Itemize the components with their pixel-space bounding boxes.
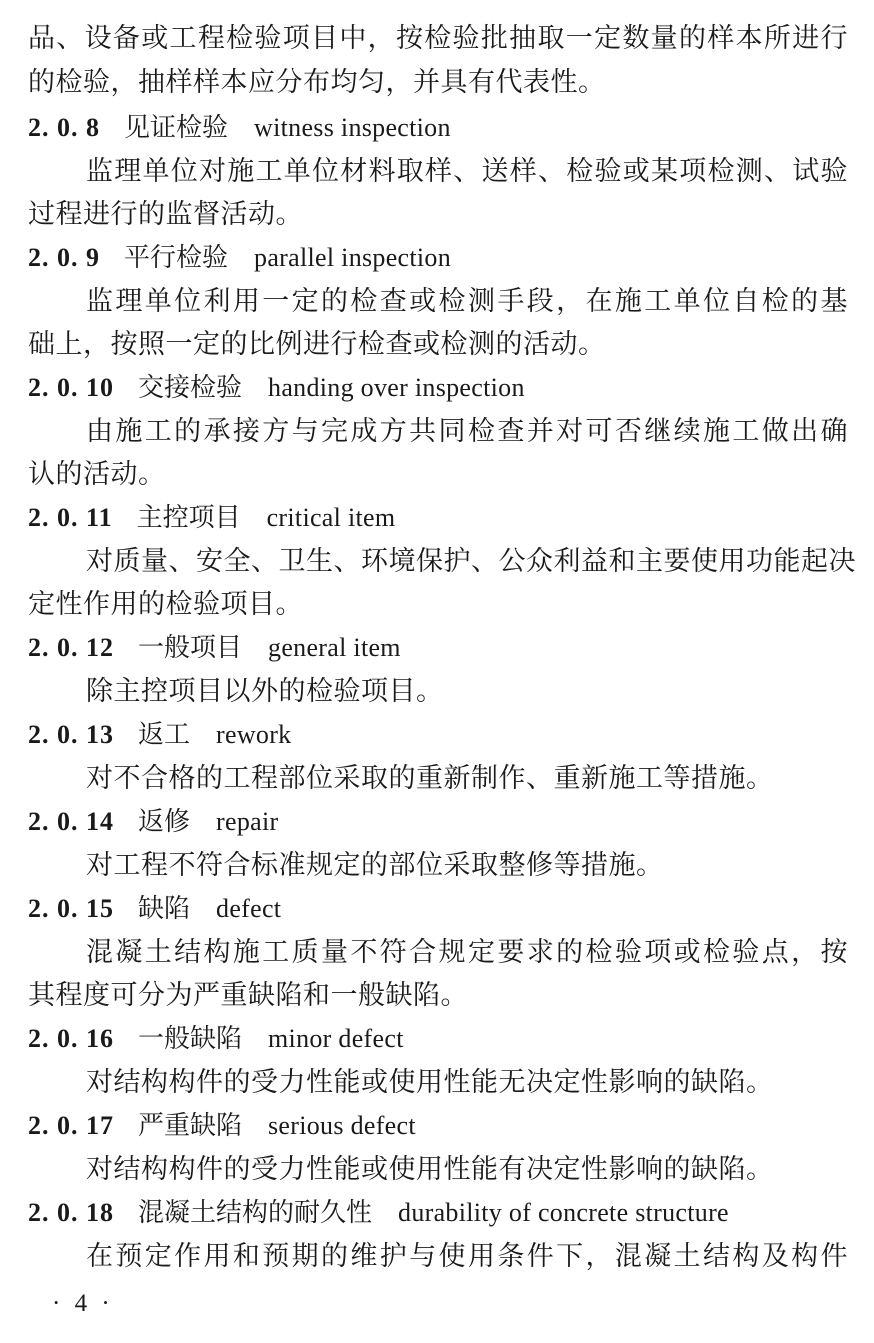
term-number: 2. 0. 18	[28, 1198, 114, 1227]
term-number: 2. 0. 14	[28, 807, 114, 836]
term-number: 2. 0. 8	[28, 113, 100, 142]
term-heading-2-0-17	[28, 1110, 416, 1142]
term-definition-line: 在预定作用和预期的维护与使用条件下，混凝土结构及构件	[86, 1241, 848, 1272]
term-number: 2. 0. 9	[28, 243, 100, 272]
term-chinese: 严重缺陷	[138, 1111, 243, 1141]
term-chinese: 缺陷	[138, 894, 191, 924]
term-english: serious defect	[268, 1111, 416, 1140]
term-chinese: 一般项目	[138, 633, 243, 663]
term-heading-2-0-12	[28, 632, 401, 664]
term-chinese: 返修	[138, 807, 191, 837]
term-definition-line: 监理单位利用一定的检查或检测手段，在施工单位自检的基	[86, 286, 848, 317]
term-definition-line: 认的活动。	[28, 459, 166, 490]
term-english: durability of concrete structure	[398, 1198, 729, 1227]
term-definition-line: 对质量、安全、卫生、环境保护、公众利益和主要使用功能起决	[86, 546, 856, 577]
term-chinese: 见证检验	[124, 113, 229, 143]
term-definition-line: 其程度可分为严重缺陷和一般缺陷。	[28, 980, 468, 1011]
term-number: 2. 0. 17	[28, 1111, 114, 1140]
term-heading-2-0-8	[28, 112, 451, 144]
term-definition-line: 对结构构件的受力性能或使用性能有决定性影响的缺陷。	[86, 1154, 774, 1185]
term-english: rework	[216, 720, 292, 749]
term-english: defect	[216, 894, 282, 923]
term-number: 2. 0. 15	[28, 894, 114, 923]
term-number: 2. 0. 16	[28, 1024, 114, 1053]
term-english: critical item	[266, 503, 396, 532]
term-english: minor defect	[268, 1024, 404, 1053]
term-heading-2-0-14	[28, 806, 278, 838]
term-number: 2. 0. 13	[28, 720, 114, 749]
intro-line-1: 品、设备或工程检验项目中，按检验批抽取一定数量的样本所进行	[28, 23, 848, 54]
term-number: 2. 0. 12	[28, 633, 114, 662]
term-english: parallel inspection	[254, 243, 452, 272]
term-english: witness inspection	[254, 113, 451, 142]
term-chinese: 混凝土结构的耐久性	[138, 1198, 373, 1228]
term-english: general item	[268, 633, 401, 662]
term-definition-line: 监理单位对施工单位材料取样、送样、检验或某项检测、试验	[86, 156, 848, 187]
term-definition-line: 除主控项目以外的检验项目。	[86, 676, 444, 707]
term-chinese: 交接检验	[138, 373, 243, 403]
term-number: 2. 0. 10	[28, 373, 114, 402]
term-heading-2-0-10	[28, 372, 525, 404]
term-chinese: 返工	[138, 720, 191, 750]
term-definition-line: 对结构构件的受力性能或使用性能无决定性影响的缺陷。	[86, 1067, 774, 1098]
term-heading-2-0-13	[28, 719, 291, 751]
term-definition-line: 对不合格的工程部位采取的重新制作、重新施工等措施。	[86, 763, 774, 794]
term-definition-line: 定性作用的检验项目。	[28, 589, 303, 620]
term-chinese: 主控项目	[136, 503, 241, 533]
term-heading-2-0-16	[28, 1023, 404, 1055]
term-definition-line: 过程进行的监督活动。	[28, 199, 303, 230]
term-number: 2. 0. 11	[28, 503, 113, 532]
term-heading-2-0-11	[28, 502, 395, 534]
term-chinese: 平行检验	[124, 243, 229, 273]
page-number: · 4 ·	[52, 1290, 114, 1317]
term-chinese: 一般缺陷	[138, 1024, 243, 1054]
term-definition-line: 由施工的承接方与完成方共同检查并对可否继续施工做出确	[86, 416, 848, 447]
intro-line-2: 的检验，抽样样本应分布均匀，并具有代表性。	[28, 67, 606, 98]
term-heading-2-0-15	[28, 893, 281, 925]
term-english: repair	[216, 807, 279, 836]
term-heading-2-0-9	[28, 242, 451, 274]
term-definition-line: 础上，按照一定的比例进行检查或检测的活动。	[28, 329, 606, 360]
term-definition-line: 混凝土结构施工质量不符合规定要求的检验项或检验点，按	[86, 937, 848, 968]
term-heading-2-0-18	[28, 1197, 729, 1229]
term-definition-line: 对工程不符合标准规定的部位采取整修等措施。	[86, 850, 664, 881]
term-english: handing over inspection	[268, 373, 525, 402]
